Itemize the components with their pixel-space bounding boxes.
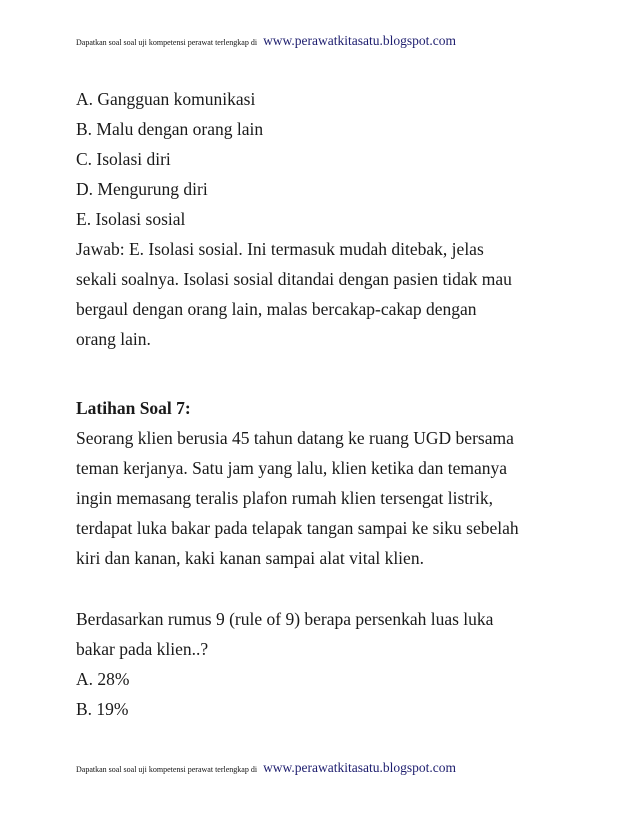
answer-line: sekali soalnya. Isolasi sosial ditandai dengan pasien tidak mau bbox=[76, 269, 512, 289]
option-c: C. Isolasi diri bbox=[76, 149, 171, 169]
prompt-line: Berdasarkan rumus 9 (rule of 9) berapa persenkah luas luka bbox=[76, 609, 494, 629]
question-line: ingin memasang teralis plafon rumah klien tersengat listrik, bbox=[76, 488, 493, 508]
footer-text: Dapatkan soal soal uji kompetensi perawat terlengkap di bbox=[76, 765, 258, 774]
answer-line: orang lain. bbox=[76, 329, 151, 349]
question-line: teman kerjanya. Satu jam yang lalu, klien ketika dan temanya bbox=[76, 458, 508, 478]
question-line: Seorang klien berusia 45 tahun datang ke ruang UGD bersama bbox=[76, 428, 514, 448]
footer-link[interactable]: www.perawatkitasatu.blogspot.com bbox=[263, 760, 457, 775]
page-header bbox=[76, 33, 456, 49]
question-7-block bbox=[76, 393, 576, 573]
question-prompt-block bbox=[76, 604, 576, 724]
prompt-line: bakar pada klien..? bbox=[76, 639, 209, 659]
section-heading: Latihan Soal 7: bbox=[76, 398, 191, 418]
option-a: A. Gangguan komunikasi bbox=[76, 89, 256, 109]
option-a: A. 28% bbox=[76, 669, 130, 689]
option-b: B. 19% bbox=[76, 699, 129, 719]
page-footer bbox=[76, 760, 456, 776]
question-line: kiri dan kanan, kaki kanan sampai alat vital klien. bbox=[76, 548, 424, 568]
answer-line: Jawab: E. Isolasi sosial. Ini termasuk mudah ditebak, jelas bbox=[76, 239, 484, 259]
header-link[interactable]: www.perawatkitasatu.blogspot.com bbox=[263, 33, 457, 48]
header-text: Dapatkan soal soal uji kompetensi perawat terlengkap di bbox=[76, 38, 258, 47]
answer-block bbox=[76, 84, 576, 354]
answer-line: bergaul dengan orang lain, malas bercakap-cakap dengan bbox=[76, 299, 477, 319]
option-e: E. Isolasi sosial bbox=[76, 209, 186, 229]
question-line: terdapat luka bakar pada telapak tangan sampai ke siku sebelah bbox=[76, 518, 519, 538]
option-d: D. Mengurung diri bbox=[76, 179, 208, 199]
option-b: B. Malu dengan orang lain bbox=[76, 119, 264, 139]
